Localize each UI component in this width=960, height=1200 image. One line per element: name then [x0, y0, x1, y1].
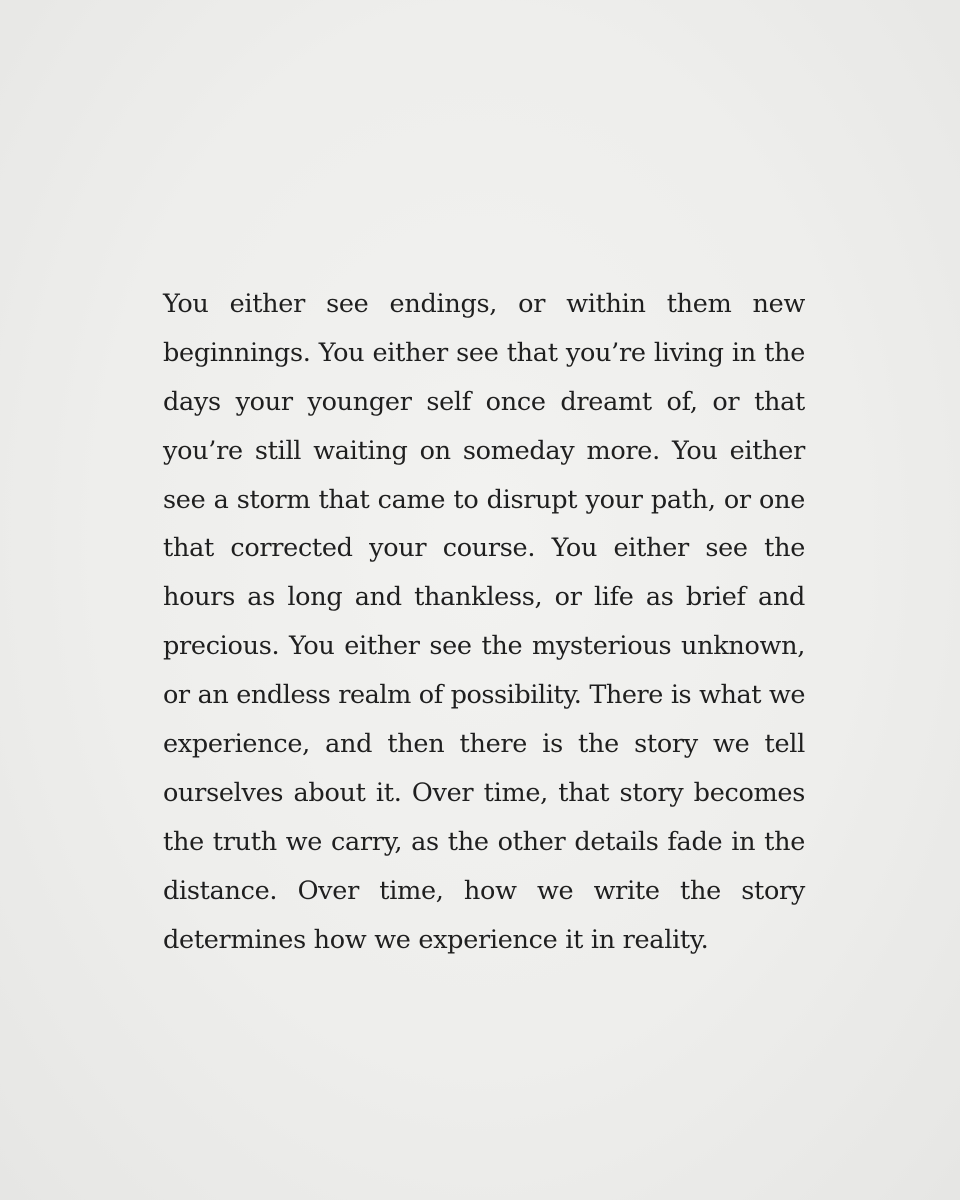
passage-line: beginnings. You either see that you’re living in the [163, 337, 805, 368]
passage-line: experience, and then there is the story we tell [163, 729, 805, 760]
passage-line: that corrected your course. You either see the [163, 533, 805, 564]
passage-line: precious. You either see the mysterious unknown, [163, 631, 805, 662]
passage-line: distance. Over time, how we write the story [163, 875, 805, 906]
quote-passage [163, 280, 805, 964]
passage-line: see a storm that came to disrupt your path, or one [163, 484, 805, 515]
passage-line: determines how we experience it in reality. [163, 924, 709, 955]
passage-line: or an endless realm of possibility. There is what we [163, 680, 805, 711]
passage-line: ourselves about it. Over time, that story becomes [163, 777, 805, 808]
passage-line: You either see endings, or within them new [163, 289, 805, 319]
passage-line: the truth we carry, as the other details fade in the [163, 826, 805, 857]
passage-line: hours as long and thankless, or life as brief and [163, 582, 805, 613]
passage-line: days your younger self once dreamt of, or that [163, 386, 805, 417]
passage-line: you’re still waiting on someday more. You either [163, 435, 805, 466]
